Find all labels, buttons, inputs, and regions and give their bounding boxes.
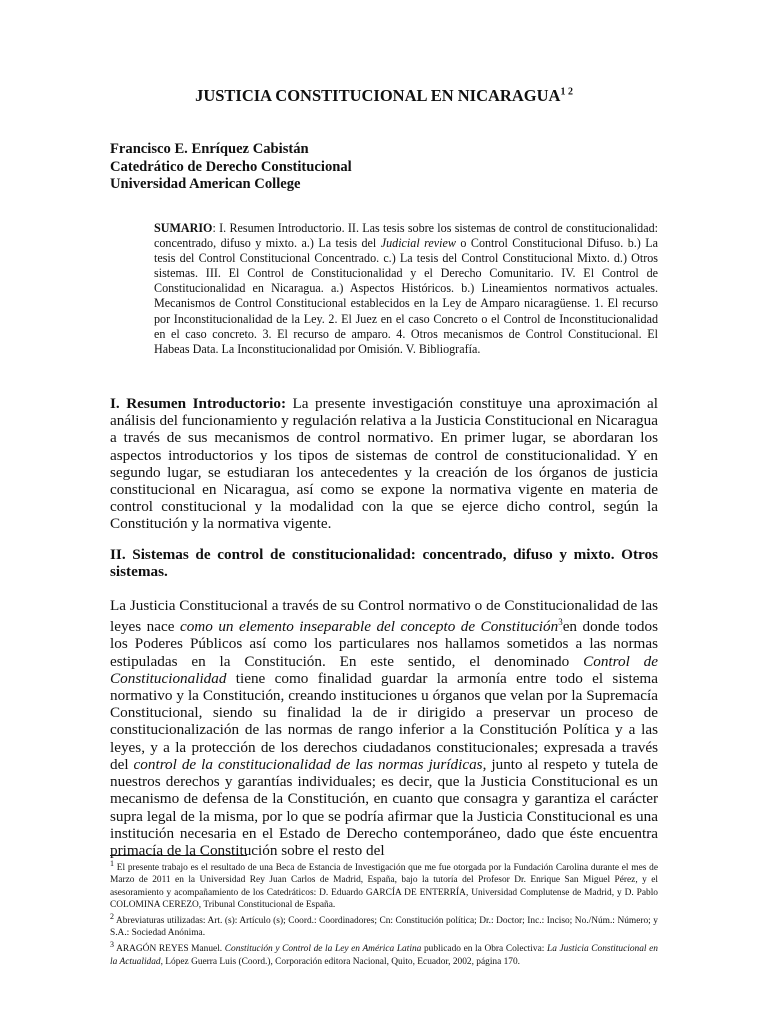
summary-block [154,221,658,357]
footnotes-block [110,855,658,968]
summary-label: SUMARIO [154,221,213,235]
footnote-1 [110,855,658,911]
section-2-heading: II. Sistemas de control de constitucionalidad: concentrado, difuso y mixto. Otros sistemas. [110,546,658,581]
footnote-3 [110,939,658,968]
footnote-1-text: El presente trabajo es el resultado de una Beca de Estancia de Investigación que me fue otorgada por la Fundación Carolina durante el mes de Marzo de 2011 en la Universidad Rey Juan Carlos de Madrid, España, bajo la tutoría del Profesor Dr. Enrique San Miguel Pérez, y el asesoramiento y acompañamiento de los Catedráticos: D. Eduardo GARCÍA DE ENTERRÍA, Universidad Complutense de Madrid, y D. Pablo COLOMINA CEREZO, Tribunal Constitucional de España. [110,863,658,910]
footnote-2 [110,911,658,940]
footnote-2-number: 2 [110,911,114,921]
author-block [110,141,670,194]
footnote-1-number: 1 [110,859,114,868]
s2-italic-1: como un elemento inseparable del concepto de Constitución [179,618,559,636]
s2-text-3: tiene como finalidad guardar la armonía entre todo el sistema normativo y la Constitución, creando instituciones u órganos que velan por la Supremacía Constitucional, siendo su finalidad la de ir dirigido a preservar un proceso de constitucionalización de las normas de rango inferior a la Constitución Política y a las leyes, y a la protección de los derechos ciudadanos constitucionales; expresada a través del [110,669,658,773]
footnote-3-number: 3 [110,940,114,950]
author-institution: Universidad American College [110,176,301,192]
s2-italic-3: control de la constitucionalidad de las normas jurídicas [133,755,483,773]
footnote-2-text: Abreviaturas utilizadas: Art. (s): Artículo (s); Coord.: Coordinadores; Cn: Constitución política; Dr.: Doctor; Inc.: Inciso; No./Núm.: Número; y S.A.: Sociedad Anónima. [110,916,658,939]
footnote-3-text-a: ARAGÓN REYES Manuel. [114,944,225,955]
footnote-3-italic-1: Constitución y Control de la Ley en América Latina [224,944,422,955]
title-text: JUSTICIA CONSTITUCIONAL EN NICARAGUA [195,86,561,105]
s2-text-1: La Justicia Constitucional a través de su Control normativo o de Constitucionalidad de las leyes nace [110,597,658,636]
footnote-ref-3: 3 [558,617,563,628]
section-1-text: La presente investigación constituye una aproximación al análisis del funcionamiento y regulación relativa a la Justicia Constitucional en Nicaragua a través de sus mecanismos de control normativo. En primer lugar, se abordaran los aspectos introductorios y los tipos de sistemas de control de constitucionalidad. Y en segundo lugar, se estudiaran los antecedentes y la creación de los órganos de justicia constitucional en Nicaragua, así como se expone la normativa vigente en materia de control constitucional y la modalidad con la que se ejerce dicho control, según la Constitución y la normativa vigente. [110,395,659,533]
footnote-3-text-c: , López Guerra Luis (Coord.), Corporación editora Nacional, Quito, Ecuador, 2002, página 170. [160,956,521,967]
s2-text-2: en donde todos los Poderes Públicos así como los particulares nos hallamos sometidos a las normas estipuladas en la Constitución. En este sentido, el denominado [110,618,658,670]
s2-italic-2: Control de Constitucionalidad [110,652,658,687]
summary-text-b: o Control Constitucional Difuso. b.) La tesis del Control Constitucional Concentrado. c.) La tesis del Control Constitucional Mixto. d.) Otros sistemas. III. El Control de Constitucionalidad y el Derecho Comunitario. IV. El Control de Constitucionalidad en Nicaragua. a.) Aspectos Históricos. b.) Lineamientos normativos actuales. Mecanismos de Control Constitucional establecidos en la Ley de Amparo nicaragüense. 1. El recurso por Inconstitucionalidad de la Ley. 2. El Juez en el caso Concreto o el Control de Inconstitucionalidad en el caso concreto. 3. El recurso de amparo. 4. Otros mecanismos de Control Constitucional. El Habeas Data. La Inconstitucionalidad por Omisión. V. Bibliografía. [154,236,659,356]
footnote-3-italic-2: La Justicia Constitucional en la Actualidad [110,944,658,967]
footnote-3-text-b: publicado en la Obra Colectiva: [421,944,547,955]
title-footnote-marks: 1 2 [560,86,573,98]
s2-text-4: , junto al respeto y tutela de nuestros derechos y garantías individuales; es decir, que la Justicia Constitucional es un mecanismo de defensa de la Constitución, en cuanto que consagra y garantiza el carácter supra legal de la misma, por lo que se podría afirmar que la Justicia Constitucional es una institución necesaria en el Estado de Derecho contemporáneo, dado que éste encuentra primacía de la Constitución sobre el resto del [110,755,659,859]
section-2-paragraph [110,597,658,859]
section-1-paragraph [110,395,658,533]
section-1-heading: I. Resumen Introductorio: [110,395,287,412]
author-name: Francisco E. Enríquez Cabistán [110,141,309,157]
author-position: Catedrático de Derecho Constitucional [110,158,352,175]
document-title [0,86,768,106]
summary-text-a: : I. Resumen Introductorio. II. Las tesis sobre los sistemas de control de constitucionalidad: concentrado, difuso y mixto. a.) La tesis del [154,221,658,251]
summary-italic: Judicial review [380,236,456,251]
